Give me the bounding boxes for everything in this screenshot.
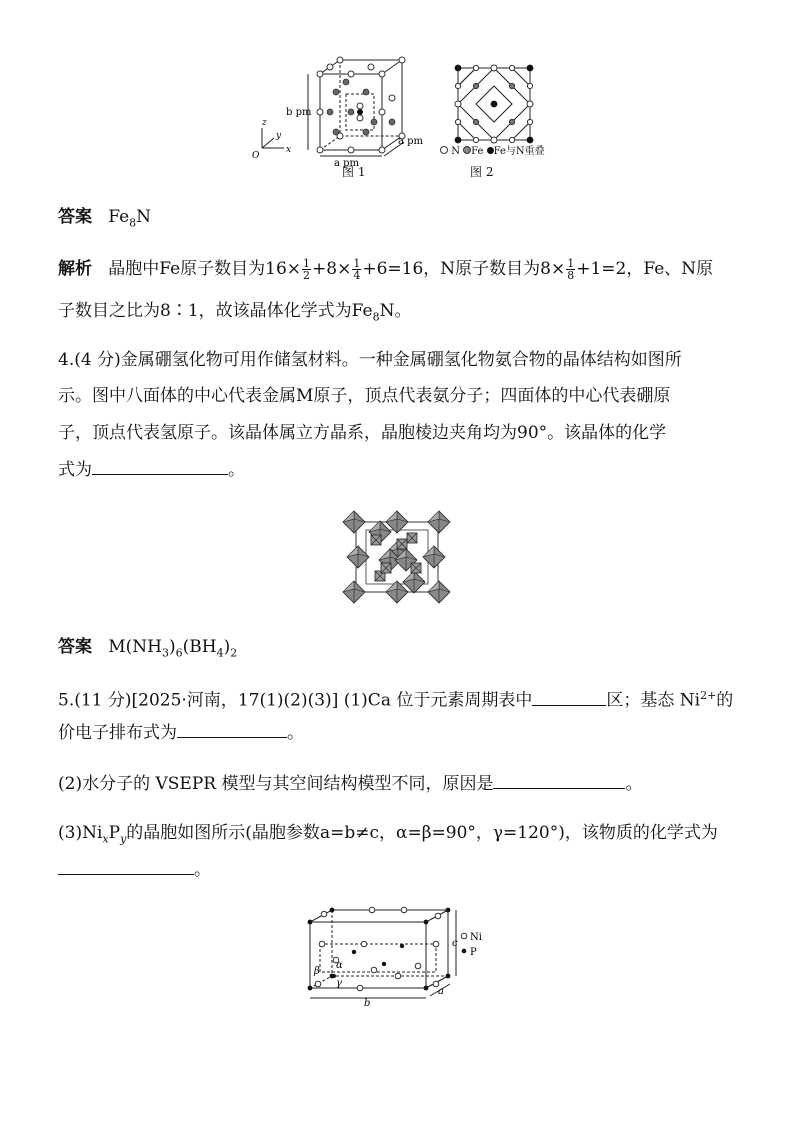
question-5-text: 。 — [625, 774, 643, 794]
axis-origin-label: O — [252, 151, 260, 161]
answer-blank[interactable] — [58, 856, 194, 875]
question-5-line-2 — [58, 719, 304, 746]
legend-ni: Ni — [470, 932, 482, 943]
fraction-3: $\frac{1}{8}$ — [567, 257, 575, 282]
question-5-text: P — [108, 823, 121, 843]
analysis-expr: 8× — [540, 259, 566, 279]
analysis-text: 原子数目为 — [455, 259, 541, 279]
overlap-legend-marker — [487, 147, 494, 154]
question-4-line-1: 4.(4 分)金属硼氢化物可用作储氢材料。一种金属硼氢化物氨合物的晶体结构如图所 — [58, 350, 682, 370]
axis-y-label: y — [276, 131, 282, 141]
dimension-b-label: b — [364, 998, 371, 1008]
question-5-text: 区；基态 Ni — [606, 690, 701, 711]
legend-p: P — [470, 947, 477, 958]
analysis-line-1 — [58, 256, 713, 282]
analysis-formula-end: N。 — [379, 301, 412, 321]
fraction-2: $\frac{1}{4}$ — [353, 257, 361, 282]
analysis-ratio: 8∶1 — [160, 301, 199, 321]
question-4-line-2: 示。图中八面体的中心代表金属M原子，顶点代表氨分子；四面体的中心代表硼原 — [58, 386, 671, 406]
formula-part: ) — [168, 637, 176, 657]
subscript-x: x — [102, 832, 109, 846]
question-4-text: 式为 — [58, 460, 92, 480]
alpha-label: α — [336, 960, 343, 971]
answer-blank[interactable] — [532, 687, 606, 706]
dimension-a-label: a — [438, 986, 444, 997]
fe-legend-marker — [463, 146, 471, 154]
analysis-line-2 — [58, 298, 411, 330]
axis-z-label: z — [262, 118, 267, 128]
question-5-text: 的 — [716, 690, 734, 711]
axis-x-label: x — [286, 145, 292, 155]
dimension-c-label: c — [452, 938, 458, 949]
gamma-label: γ — [336, 978, 342, 989]
question-5-part-2 — [58, 770, 642, 797]
analysis-text: Fe、N — [643, 259, 697, 279]
question-5-line-1 — [58, 683, 733, 714]
question-5-text: 价电子排布式为 — [58, 723, 177, 743]
answer-label: 答案 — [58, 207, 92, 227]
figure-1-fe8n-unit-cell — [248, 52, 428, 182]
question-4-text: 。 — [228, 460, 245, 480]
legend-fe: Fe — [471, 146, 484, 157]
answer-blank[interactable] — [177, 719, 287, 738]
question-4-line-4 — [58, 456, 245, 483]
figure-1-caption: 图 1 — [342, 165, 366, 179]
fraction-1: $\frac{1}{2}$ — [303, 257, 311, 282]
analysis-expr: +6=16， — [362, 259, 441, 279]
figure-2-projection — [430, 56, 550, 156]
analysis-label: 解析 — [58, 259, 92, 279]
question-5-text: (2)水分子的 VSEPR 模型与其空间结构模型不同，原因是 — [58, 774, 494, 794]
legend-n: N — [451, 146, 460, 157]
formula-sub: 4 — [216, 646, 224, 660]
analysis-subscript: 8 — [372, 310, 380, 324]
answer-1-subscript: 8 — [129, 216, 137, 230]
beta-label: β — [314, 966, 320, 977]
figure-2-caption: 图 2 — [470, 165, 494, 179]
analysis-text: 晶胞中 — [108, 259, 160, 279]
formula-part: ) — [223, 637, 231, 657]
question-5-text: (3)Ni — [58, 823, 103, 843]
question-5-part-3-blank — [58, 856, 211, 883]
answer-blank[interactable] — [92, 456, 228, 475]
analysis-expr: 16× — [265, 259, 302, 279]
formula-sub: 2 — [230, 646, 238, 660]
dimension-a-side-label: a pm — [398, 136, 424, 147]
answer-1-formula: Fe — [108, 207, 130, 227]
n-legend-marker — [440, 146, 448, 154]
question-5-text: 。 — [287, 723, 304, 743]
analysis-n: N — [440, 259, 456, 279]
formula-part: (BH — [182, 637, 217, 657]
formula-sub: 6 — [175, 646, 183, 660]
dimension-a-bottom-label: a pm — [334, 158, 360, 169]
legend-overlap: Fe与N重叠 — [493, 146, 545, 157]
answer-2 — [58, 634, 237, 666]
nixpy-unit-cell-figure — [298, 900, 498, 1008]
question-5-text: 5.(11 分)[2025·河南，17(1)(2)(3)] (1)Ca 位于元素周期表中 — [58, 690, 533, 711]
analysis-fe: Fe — [159, 259, 181, 279]
analysis-expr: +1=2， — [576, 259, 644, 279]
dimension-b-label: b pm — [286, 107, 312, 118]
analysis-expr: +8× — [312, 259, 352, 279]
analysis-text: ，故该晶体化学式为 — [198, 301, 352, 321]
question-5-text: 的晶胞如图所示(晶胞参数 — [126, 823, 320, 843]
formula-part: M(NH — [108, 637, 162, 657]
answer-1 — [58, 204, 151, 236]
analysis-text: 原子数目为 — [180, 259, 266, 279]
polyhedra-crystal-figure — [340, 508, 455, 606]
question-5-text: a=b≠c，α=β=90°，γ=120°)，该物质的化学式为 — [319, 823, 718, 843]
answer-1-formula-end: N — [136, 207, 152, 227]
answer-blank[interactable] — [493, 770, 625, 789]
analysis-formula: Fe — [351, 301, 373, 321]
figure-2-legend — [440, 142, 545, 157]
question-5-part-3 — [58, 820, 718, 852]
question-4-line-3: 子，顶点代表氢原子。该晶体属立方晶系，晶胞棱边夹角均为90°。该晶体的化学 — [58, 423, 667, 443]
answer-label: 答案 — [58, 637, 92, 657]
charge-superscript: 2+ — [700, 689, 717, 702]
analysis-text: 原 — [696, 259, 714, 279]
analysis-text: 子数目之比为 — [58, 301, 160, 321]
question-5-text: 。 — [194, 860, 211, 880]
formula-sub: 3 — [161, 646, 169, 660]
subscript-y: y — [120, 832, 127, 846]
